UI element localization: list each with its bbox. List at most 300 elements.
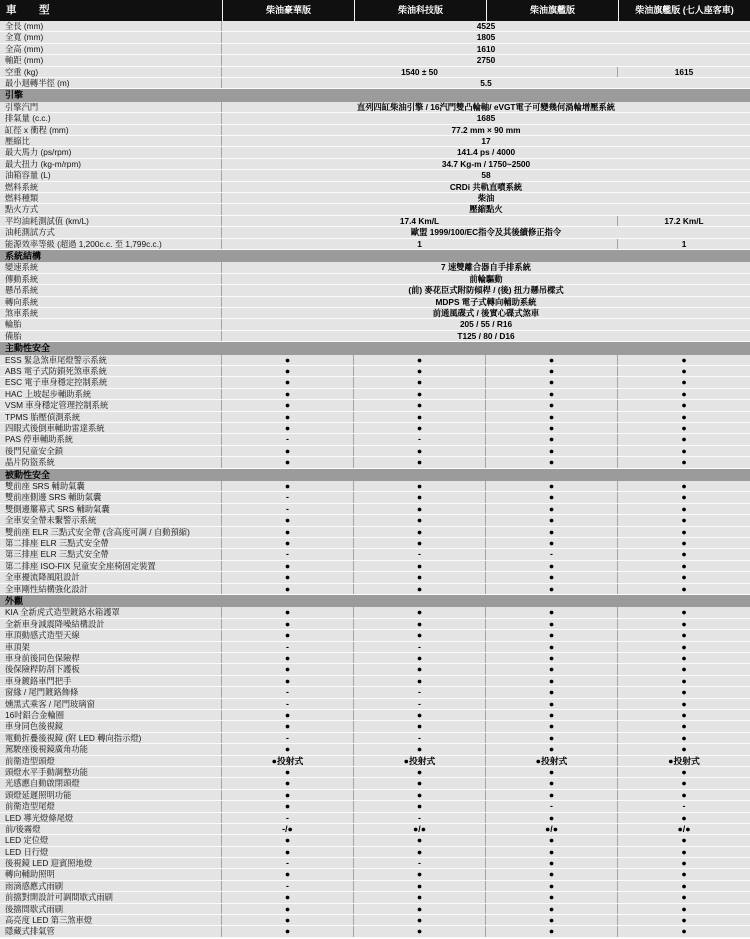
spec-label: 油箱容量 (L) (0, 170, 222, 180)
spec-row (0, 926, 750, 937)
spec-value-all: 4525 (476, 21, 496, 31)
feature-availability-cell: ● (222, 664, 354, 674)
feature-availability-cell: ● (354, 744, 486, 754)
spec-row (0, 159, 750, 170)
spec-row (0, 67, 750, 78)
spec-row (0, 193, 750, 204)
feature-availability-cell: ● (354, 538, 486, 548)
feature-availability-cell: ● (222, 481, 354, 491)
feature-availability-cell: ● (354, 835, 486, 845)
feature-availability-cell: -/● (222, 824, 354, 834)
feature-availability-cell: ● (681, 583, 687, 594)
feature-availability-cell: ● (222, 423, 354, 433)
feature-availability-cell: ● (486, 527, 618, 537)
feature-availability-cell: ● (681, 846, 687, 857)
feature-availability-cell: ● (354, 504, 486, 514)
spec-label: 後門兒童安全鎖 (0, 446, 222, 456)
feature-availability-cell: ● (681, 892, 687, 903)
feature-availability-cell: ● (222, 457, 354, 467)
spec-label: 平均油耗測試值 (km/L) (0, 216, 222, 226)
feature-availability-cell: ●投射式 (486, 756, 618, 766)
feature-availability-cell: ● (486, 642, 618, 652)
feature-availability-cell: ● (222, 869, 354, 879)
spec-row (0, 676, 750, 687)
feature-availability-cell: ● (681, 926, 687, 937)
section-header: 系統結構 (0, 250, 750, 263)
spec-label: 第二排座 ELR 三點式安全帶 (0, 538, 222, 548)
spec-row (0, 572, 750, 583)
spec-label: 雙前座 ELR 三點式安全帶 (含高度可調 / 自動預縮) (0, 527, 222, 537)
feature-availability-cell: ● (354, 377, 486, 387)
spec-label: 雙前座 SRS 輔助氣囊 (0, 481, 222, 491)
spec-row (0, 869, 750, 880)
spec-row (0, 642, 750, 653)
spec-label: LED 導光燈條尾燈 (0, 813, 222, 823)
feature-availability-cell: ● (354, 561, 486, 571)
feature-availability-cell: ● (354, 790, 486, 800)
feature-availability-cell: ● (681, 653, 687, 664)
spec-row (0, 125, 750, 136)
feature-availability-cell: ● (681, 423, 687, 433)
column-header-trim-tech: 柴油科技版 (354, 0, 486, 21)
feature-availability-cell: ● (681, 618, 687, 629)
spec-label: 光感應自動啟閉頭燈 (0, 778, 222, 788)
feature-availability-cell: ● (486, 561, 618, 571)
feature-availability-cell: ● (486, 607, 618, 617)
feature-availability-cell: ● (354, 584, 486, 594)
spec-row (0, 607, 750, 618)
feature-availability-cell: ● (486, 710, 618, 720)
feature-availability-cell: ● (222, 915, 354, 925)
spec-value-all: 1685 (476, 113, 496, 124)
feature-availability-cell: ● (486, 699, 618, 709)
spec-label: 車身鍍鉻車門把手 (0, 676, 222, 686)
spec-row (0, 892, 750, 903)
feature-availability-cell: ● (681, 560, 687, 571)
feature-availability-cell: ● (681, 675, 687, 686)
spec-row (0, 55, 750, 66)
feature-availability-cell: ● (354, 767, 486, 777)
feature-availability-cell: - (354, 699, 486, 709)
spec-label: PAS 停車輔助系統 (0, 434, 222, 444)
feature-availability-cell: ● (681, 492, 687, 503)
feature-availability-cell: ● (681, 503, 687, 514)
spec-value-all: 1805 (476, 32, 496, 43)
feature-availability-cell: ●投射式 (222, 756, 354, 766)
spec-row (0, 504, 750, 515)
spec-row (0, 366, 750, 377)
feature-availability-cell: ● (681, 698, 687, 709)
feature-availability-cell: - (222, 733, 354, 743)
feature-availability-cell: ● (681, 880, 687, 891)
feature-availability-cell: ● (681, 709, 687, 720)
spec-value-all: 141.4 ps / 4000 (456, 147, 516, 158)
feature-availability-cell: ●投射式 (354, 756, 486, 766)
spec-row (0, 721, 750, 732)
feature-availability-cell: ● (486, 492, 618, 502)
spec-row (0, 699, 750, 710)
spec-label: 前衛造型尾燈 (0, 801, 222, 811)
spec-value-all: 34.7 Kg-m / 1750~2500 (441, 158, 531, 169)
spec-row (0, 182, 750, 193)
feature-availability-cell: ● (486, 892, 618, 902)
feature-availability-cell: ● (222, 801, 354, 811)
spec-row (0, 262, 750, 273)
feature-availability-cell: - (222, 699, 354, 709)
spec-label: 隱藏式排氣管 (0, 926, 222, 936)
spec-label: 車頂架 (0, 642, 222, 652)
spec-row (0, 389, 750, 400)
feature-availability-cell: ● (354, 619, 486, 629)
spec-row (0, 630, 750, 641)
feature-availability-cell: ● (486, 653, 618, 663)
spec-label: 駕駛座後視鏡廣角功能 (0, 744, 222, 754)
feature-availability-cell: ● (681, 434, 687, 445)
spec-row (0, 21, 750, 32)
spec-row (0, 619, 750, 630)
spec-label: KIA 全新虎式造型鍍鉻水箱護罩 (0, 607, 222, 617)
feature-availability-cell: - (354, 858, 486, 868)
feature-availability-cell: - (486, 549, 618, 559)
spec-label: 車身前後同色保險桿 (0, 653, 222, 663)
feature-availability-cell: ● (222, 892, 354, 902)
spec-label: 頭燈延遲照明功能 (0, 790, 222, 800)
spec-row (0, 319, 750, 330)
spec-value-all: 前通風碟式 / 後實心碟式煞車 (432, 307, 540, 318)
feature-availability-cell: ● (486, 412, 618, 422)
section-header: 主動性安全 (0, 342, 750, 355)
feature-availability-cell: ● (354, 607, 486, 617)
feature-availability-cell: ● (681, 778, 687, 789)
feature-availability-cell: ● (222, 377, 354, 387)
spec-row (0, 204, 750, 215)
feature-availability-cell: ● (486, 619, 618, 629)
spec-row (0, 308, 750, 319)
spec-row (0, 446, 750, 457)
feature-availability-cell: ● (354, 446, 486, 456)
spec-row (0, 44, 750, 55)
spec-label: LED 日行燈 (0, 847, 222, 857)
section-header: 引擎 (0, 89, 750, 102)
spec-row (0, 801, 750, 812)
spec-value-col4: 1 (681, 238, 687, 249)
spec-label: ESS 緊急煞車尾燈警示系統 (0, 355, 222, 365)
feature-availability-cell: ● (222, 366, 354, 376)
feature-availability-cell: ●/● (486, 824, 618, 834)
spec-row (0, 710, 750, 721)
spec-row (0, 835, 750, 846)
feature-availability-cell: ● (354, 778, 486, 788)
feature-availability-cell: - (222, 434, 354, 444)
feature-availability-cell: ● (222, 778, 354, 788)
spec-label: 車身同色後視鏡 (0, 721, 222, 731)
feature-availability-cell: ● (222, 619, 354, 629)
spec-label: 雙側邊簾幕式 SRS 輔助氣囊 (0, 504, 222, 514)
spec-row (0, 331, 750, 342)
feature-availability-cell: ● (486, 813, 618, 823)
feature-availability-cell: ● (486, 778, 618, 788)
spec-label: 後視鏡 LED 迎賓照地燈 (0, 858, 222, 868)
feature-availability-cell: ● (222, 572, 354, 582)
feature-availability-cell: ● (486, 881, 618, 891)
spec-label: 四眼式後倒車輔助雷達系統 (0, 423, 222, 433)
feature-availability-cell: ● (681, 526, 687, 537)
feature-availability-cell: ● (222, 561, 354, 571)
spec-row (0, 423, 750, 434)
feature-availability-cell: ● (222, 389, 354, 399)
feature-availability-cell: ● (354, 869, 486, 879)
feature-availability-cell: ● (222, 926, 354, 936)
feature-availability-cell: ● (222, 584, 354, 594)
feature-availability-cell: ● (222, 721, 354, 731)
feature-availability-cell: ● (681, 445, 687, 456)
feature-availability-cell: ● (681, 721, 687, 732)
spec-label: 傳動系統 (0, 274, 222, 284)
feature-availability-cell: - (354, 687, 486, 697)
spec-value-all: 歐盟 1999/100/EC指令及其後續修正指令 (410, 227, 562, 238)
feature-availability-cell: - (222, 813, 354, 823)
spec-row (0, 824, 750, 835)
spec-label: 轉向系統 (0, 297, 222, 307)
spec-label: 燃料系統 (0, 182, 222, 192)
spec-label: 16吋鋁合金輪圈 (0, 710, 222, 720)
spec-value-span3: 1 (222, 239, 618, 249)
feature-availability-cell: ● (681, 664, 687, 675)
feature-availability-cell: ● (681, 812, 687, 823)
spec-label: 壓縮比 (0, 136, 222, 146)
feature-availability-cell: ● (354, 847, 486, 857)
feature-availability-cell: ● (354, 355, 486, 365)
feature-availability-cell: ● (486, 446, 618, 456)
feature-availability-cell: ● (486, 721, 618, 731)
feature-availability-cell: ● (486, 915, 618, 925)
spec-label: TPMS 胎壓偵測系統 (0, 412, 222, 422)
spec-value-all: 7 速雙離合器自手排系統 (441, 262, 531, 273)
column-header-trim-flagship: 柴油旗艦版 (486, 0, 618, 21)
feature-availability-cell: ● (486, 847, 618, 857)
spec-row (0, 664, 750, 675)
spec-value-all: 前輪驅動 (469, 273, 503, 284)
spec-row (0, 687, 750, 698)
feature-availability-cell: ● (486, 434, 618, 444)
spec-row (0, 527, 750, 538)
feature-availability-cell: ● (222, 412, 354, 422)
spec-row (0, 584, 750, 595)
feature-availability-cell: ● (486, 733, 618, 743)
spec-value-all: 58 (481, 170, 491, 181)
feature-availability-cell: - (682, 801, 686, 812)
spec-label: 空重 (kg) (0, 67, 222, 77)
feature-availability-cell: ● (222, 527, 354, 537)
spec-value-span3: 1540 ± 50 (222, 67, 618, 77)
feature-availability-cell: ● (354, 412, 486, 422)
spec-row (0, 538, 750, 549)
spec-label: 輪胎 (0, 319, 222, 329)
spec-row (0, 561, 750, 572)
spec-row (0, 136, 750, 147)
feature-availability-cell: ● (486, 389, 618, 399)
feature-availability-cell: ● (486, 790, 618, 800)
spec-label: 煞車系統 (0, 308, 222, 318)
spec-row (0, 492, 750, 503)
feature-availability-cell: ● (354, 881, 486, 891)
feature-availability-cell: ● (681, 388, 687, 399)
feature-availability-cell: ● (681, 630, 687, 641)
feature-availability-cell: ● (222, 767, 354, 777)
spec-label: 全長 (mm) (0, 21, 222, 31)
feature-availability-cell: ● (486, 538, 618, 548)
feature-availability-cell: ● (354, 366, 486, 376)
feature-availability-cell: ● (681, 515, 687, 526)
spec-value-all: 壓縮點火 (469, 204, 503, 215)
spec-row (0, 400, 750, 411)
spec-value-col4: 1615 (674, 66, 694, 77)
feature-availability-cell: ● (681, 354, 687, 365)
spec-row (0, 297, 750, 308)
spec-row (0, 239, 750, 250)
feature-availability-cell: ● (222, 904, 354, 914)
spec-row (0, 515, 750, 526)
feature-availability-cell: ● (222, 515, 354, 525)
spec-label: 第三排座 ELR 三點式安全帶 (0, 549, 222, 559)
feature-availability-cell: ● (354, 457, 486, 467)
feature-availability-cell: ● (486, 400, 618, 410)
feature-availability-cell: ● (354, 904, 486, 914)
feature-availability-cell: ● (222, 355, 354, 365)
feature-availability-cell: - (354, 813, 486, 823)
feature-availability-cell: ● (486, 584, 618, 594)
spec-label: 第二排座 ISO-FIX 兒童安全座椅固定裝置 (0, 561, 222, 571)
spec-label: 前擋對開設計可調間歇式雨刷 (0, 892, 222, 902)
feature-availability-cell: ● (486, 423, 618, 433)
spec-row (0, 457, 750, 468)
spec-row (0, 113, 750, 124)
spec-row (0, 915, 750, 926)
feature-availability-cell: ● (681, 411, 687, 422)
feature-availability-cell: ● (681, 915, 687, 926)
feature-availability-cell: ● (354, 527, 486, 537)
feature-availability-cell: ● (222, 653, 354, 663)
spec-row (0, 412, 750, 423)
feature-availability-cell: ● (222, 710, 354, 720)
spec-value-all: T125 / 80 / D16 (457, 330, 515, 341)
feature-availability-cell: - (354, 549, 486, 559)
spec-row (0, 881, 750, 892)
feature-availability-cell: - (222, 858, 354, 868)
spec-row (0, 481, 750, 492)
feature-availability-cell: ● (222, 607, 354, 617)
spec-label: 高亮度 LED 第三煞車燈 (0, 915, 222, 925)
spec-row (0, 767, 750, 778)
feature-availability-cell: ● (681, 858, 687, 869)
spec-label: 雨滴感應式雨刷 (0, 881, 222, 891)
spec-value-all: 5.5 (480, 77, 492, 88)
spec-label: 晶片防盜系統 (0, 457, 222, 467)
spec-label: 全車安全帶未繫警示系統 (0, 515, 222, 525)
feature-availability-cell: - (222, 504, 354, 514)
spec-label: ESC 電子車身穩定控制系統 (0, 377, 222, 387)
feature-availability-cell: ● (486, 355, 618, 365)
spec-label: VSM 車身穩定管理控制系統 (0, 400, 222, 410)
feature-availability-cell: ● (222, 630, 354, 640)
feature-availability-cell: ● (354, 915, 486, 925)
feature-availability-cell: ● (486, 904, 618, 914)
spec-value-all: 17 (481, 136, 491, 147)
spec-label: 頭燈水平手動調整功能 (0, 767, 222, 777)
spec-row (0, 216, 750, 227)
spec-label: 後保險桿防刮下護板 (0, 664, 222, 674)
feature-availability-cell: ● (354, 926, 486, 936)
spec-label: 前/後霧燈 (0, 824, 222, 834)
feature-availability-cell: ●/● (677, 823, 691, 834)
spec-label: 懸吊系統 (0, 285, 222, 295)
spec-row (0, 78, 750, 89)
spec-label: 軸距 (mm) (0, 55, 222, 65)
spec-label: 車頂動感式造型天線 (0, 630, 222, 640)
column-header-trim-flagship-7seat: 柴油旗艦版 (七人座客車) (618, 0, 750, 21)
feature-availability-cell: ● (222, 538, 354, 548)
feature-availability-cell: ● (486, 366, 618, 376)
spec-value-span3: 17.4 Km/L (222, 216, 618, 226)
spec-label: 燻黑式乘客 / 尾門玻璃窗 (0, 699, 222, 709)
feature-availability-cell: ●投射式 (668, 755, 700, 766)
spec-row (0, 274, 750, 285)
feature-availability-cell: ● (354, 515, 486, 525)
spec-row (0, 858, 750, 869)
spec-label: HAC 上坡起步輔助系統 (0, 389, 222, 399)
spec-value-all: MDPS 電子式轉向輔助系統 (435, 296, 537, 307)
spec-value-all: (前) 麥花臣式附防傾桿 / (後) 扭力懸吊樑式 (408, 285, 564, 296)
spec-label: 引擎汽門 (0, 102, 222, 112)
feature-availability-cell: - (354, 434, 486, 444)
feature-availability-cell: ● (354, 710, 486, 720)
feature-availability-cell: ● (222, 400, 354, 410)
feature-availability-cell: ● (354, 801, 486, 811)
spec-label: 前衛造型頭燈 (0, 756, 222, 766)
feature-availability-cell: ● (681, 641, 687, 652)
spec-row (0, 102, 750, 113)
spec-label: 轉向輔助照明 (0, 869, 222, 879)
spec-row (0, 170, 750, 181)
spec-label: 全車擾流降風阻設計 (0, 572, 222, 582)
feature-availability-cell: ● (681, 549, 687, 560)
feature-availability-cell: ● (486, 676, 618, 686)
feature-availability-cell: - (486, 801, 618, 811)
feature-availability-cell: ● (486, 457, 618, 467)
feature-availability-cell: ● (354, 676, 486, 686)
spec-value-all: 直列四缸柴油引擎 / 16汽門雙凸輪軸/ eVGT電子可變幾何渦輪增壓系統 (356, 101, 616, 112)
feature-availability-cell: ● (354, 630, 486, 640)
spec-row (0, 285, 750, 296)
feature-availability-cell: - (222, 642, 354, 652)
feature-availability-cell: ● (354, 892, 486, 902)
feature-availability-cell: ● (486, 504, 618, 514)
spec-value-all: 柴油 (477, 192, 495, 203)
feature-availability-cell: ● (222, 790, 354, 800)
spec-row (0, 744, 750, 755)
spec-label: 最大扭力 (kg-m/rpm) (0, 159, 222, 169)
feature-availability-cell: ● (354, 389, 486, 399)
feature-availability-cell: ● (354, 721, 486, 731)
column-header-model: 車 型 (6, 4, 56, 16)
spec-label: 全新車身減震降噪結構設計 (0, 619, 222, 629)
feature-availability-cell: ● (681, 789, 687, 800)
spec-label: 備胎 (0, 331, 222, 341)
spec-label: 點火方式 (0, 204, 222, 214)
feature-availability-cell: ● (681, 744, 687, 755)
spec-label: 全高 (mm) (0, 44, 222, 54)
spec-label: 排氣量 (c.c.) (0, 113, 222, 123)
